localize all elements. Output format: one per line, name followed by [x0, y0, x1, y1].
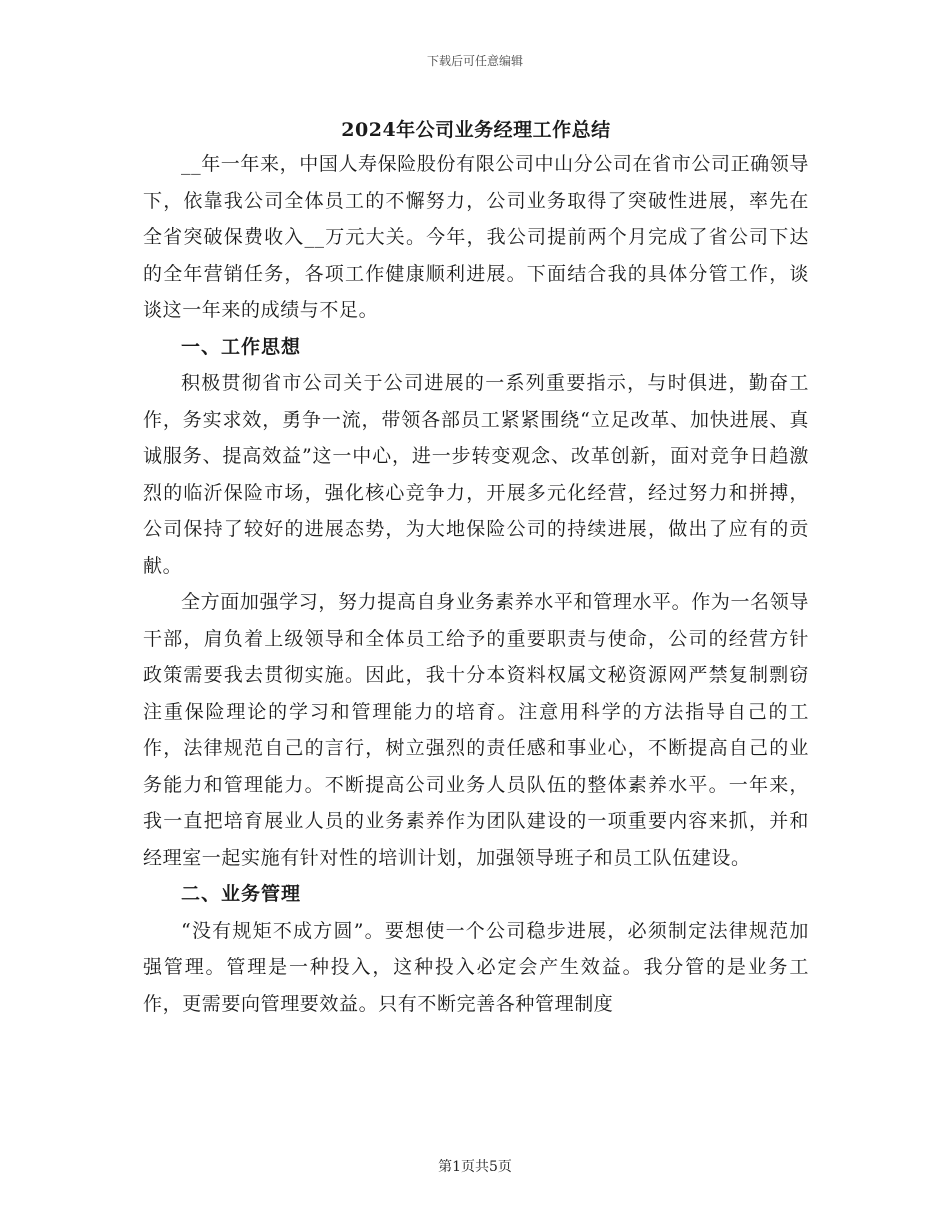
page-indicator: 第1页共5页 — [438, 1159, 512, 1175]
section2-paragraph-1: “没有规矩不成方圆”。要想使一个公司稳步进展，必须制定法律规范加强管理。管理是一种投入，这种投入必定会产生效益。我分管的是业务工作，更需要向管理要效益。只有不断完善各种管理制度 — [143, 919, 809, 1015]
header-note: 下载后可任意编辑 — [426, 54, 523, 68]
document-title: 2024年公司业务经理工作总结 — [341, 119, 611, 141]
intro-paragraph: __年一年来，中国人寿保险股份有限公司中山分公司在省市公司正确领导下，依靠我公司全体员工的不懈努力，公司业务取得了突破性进展，率先在全省突破保费收入__万元大关。今年，我公司提前两个月完成了省公司下达的全年营销任务，各项工作健康顺利进展。下面结合我的具体分管工作，谈谈这一年来的成绩与不足。 — [143, 153, 809, 321]
section-heading-work-thinking: 一、工作思想 — [181, 335, 302, 358]
document-body — [143, 114, 809, 1022]
section1-paragraph-1: 积极贯彻省市公司关于公司进展的一系列重要指示，与时俱进，勤奋工作，务实求效，勇争一流，带领各部员工紧紧围绕“立足改革、加快进展、真诚服务、提高效益”这一中心，进一步转变观念、改革创新，面对竞争日趋激烈的临沂保险市场，强化核心竞争力，开展多元化经营，经过努力和拼搏，公司保持了较好的进展态势，为大地保险公司的持续进展，做出了应有的贡献。 — [143, 372, 809, 577]
section1-paragraph-2: 全方面加强学习，努力提高自身业务素养水平和管理水平。作为一名领导干部，肩负着上级领导和全体员工给予的重要职责与使命，公司的经营方针政策需要我去贯彻实施。因此，我十分本资料权属文秘资源网严禁复制剽窃注重保险理论的学习和管理能力的培育。注意用科学的方法指导自己的工作，法律规范自己的言行，树立强烈的责任感和事业心，不断提高自己的业务能力和管理能力。不断提高公司业务人员队伍的整体素养水平。一年来，我一直把培育展业人员的业务素养作为团队建设的一项重要内容来抓，并和经理室一起实施有针对性的培训计划，加强领导班子和员工队伍建设。 — [143, 591, 809, 869]
section-heading-business-management: 二、业务管理 — [181, 883, 302, 905]
